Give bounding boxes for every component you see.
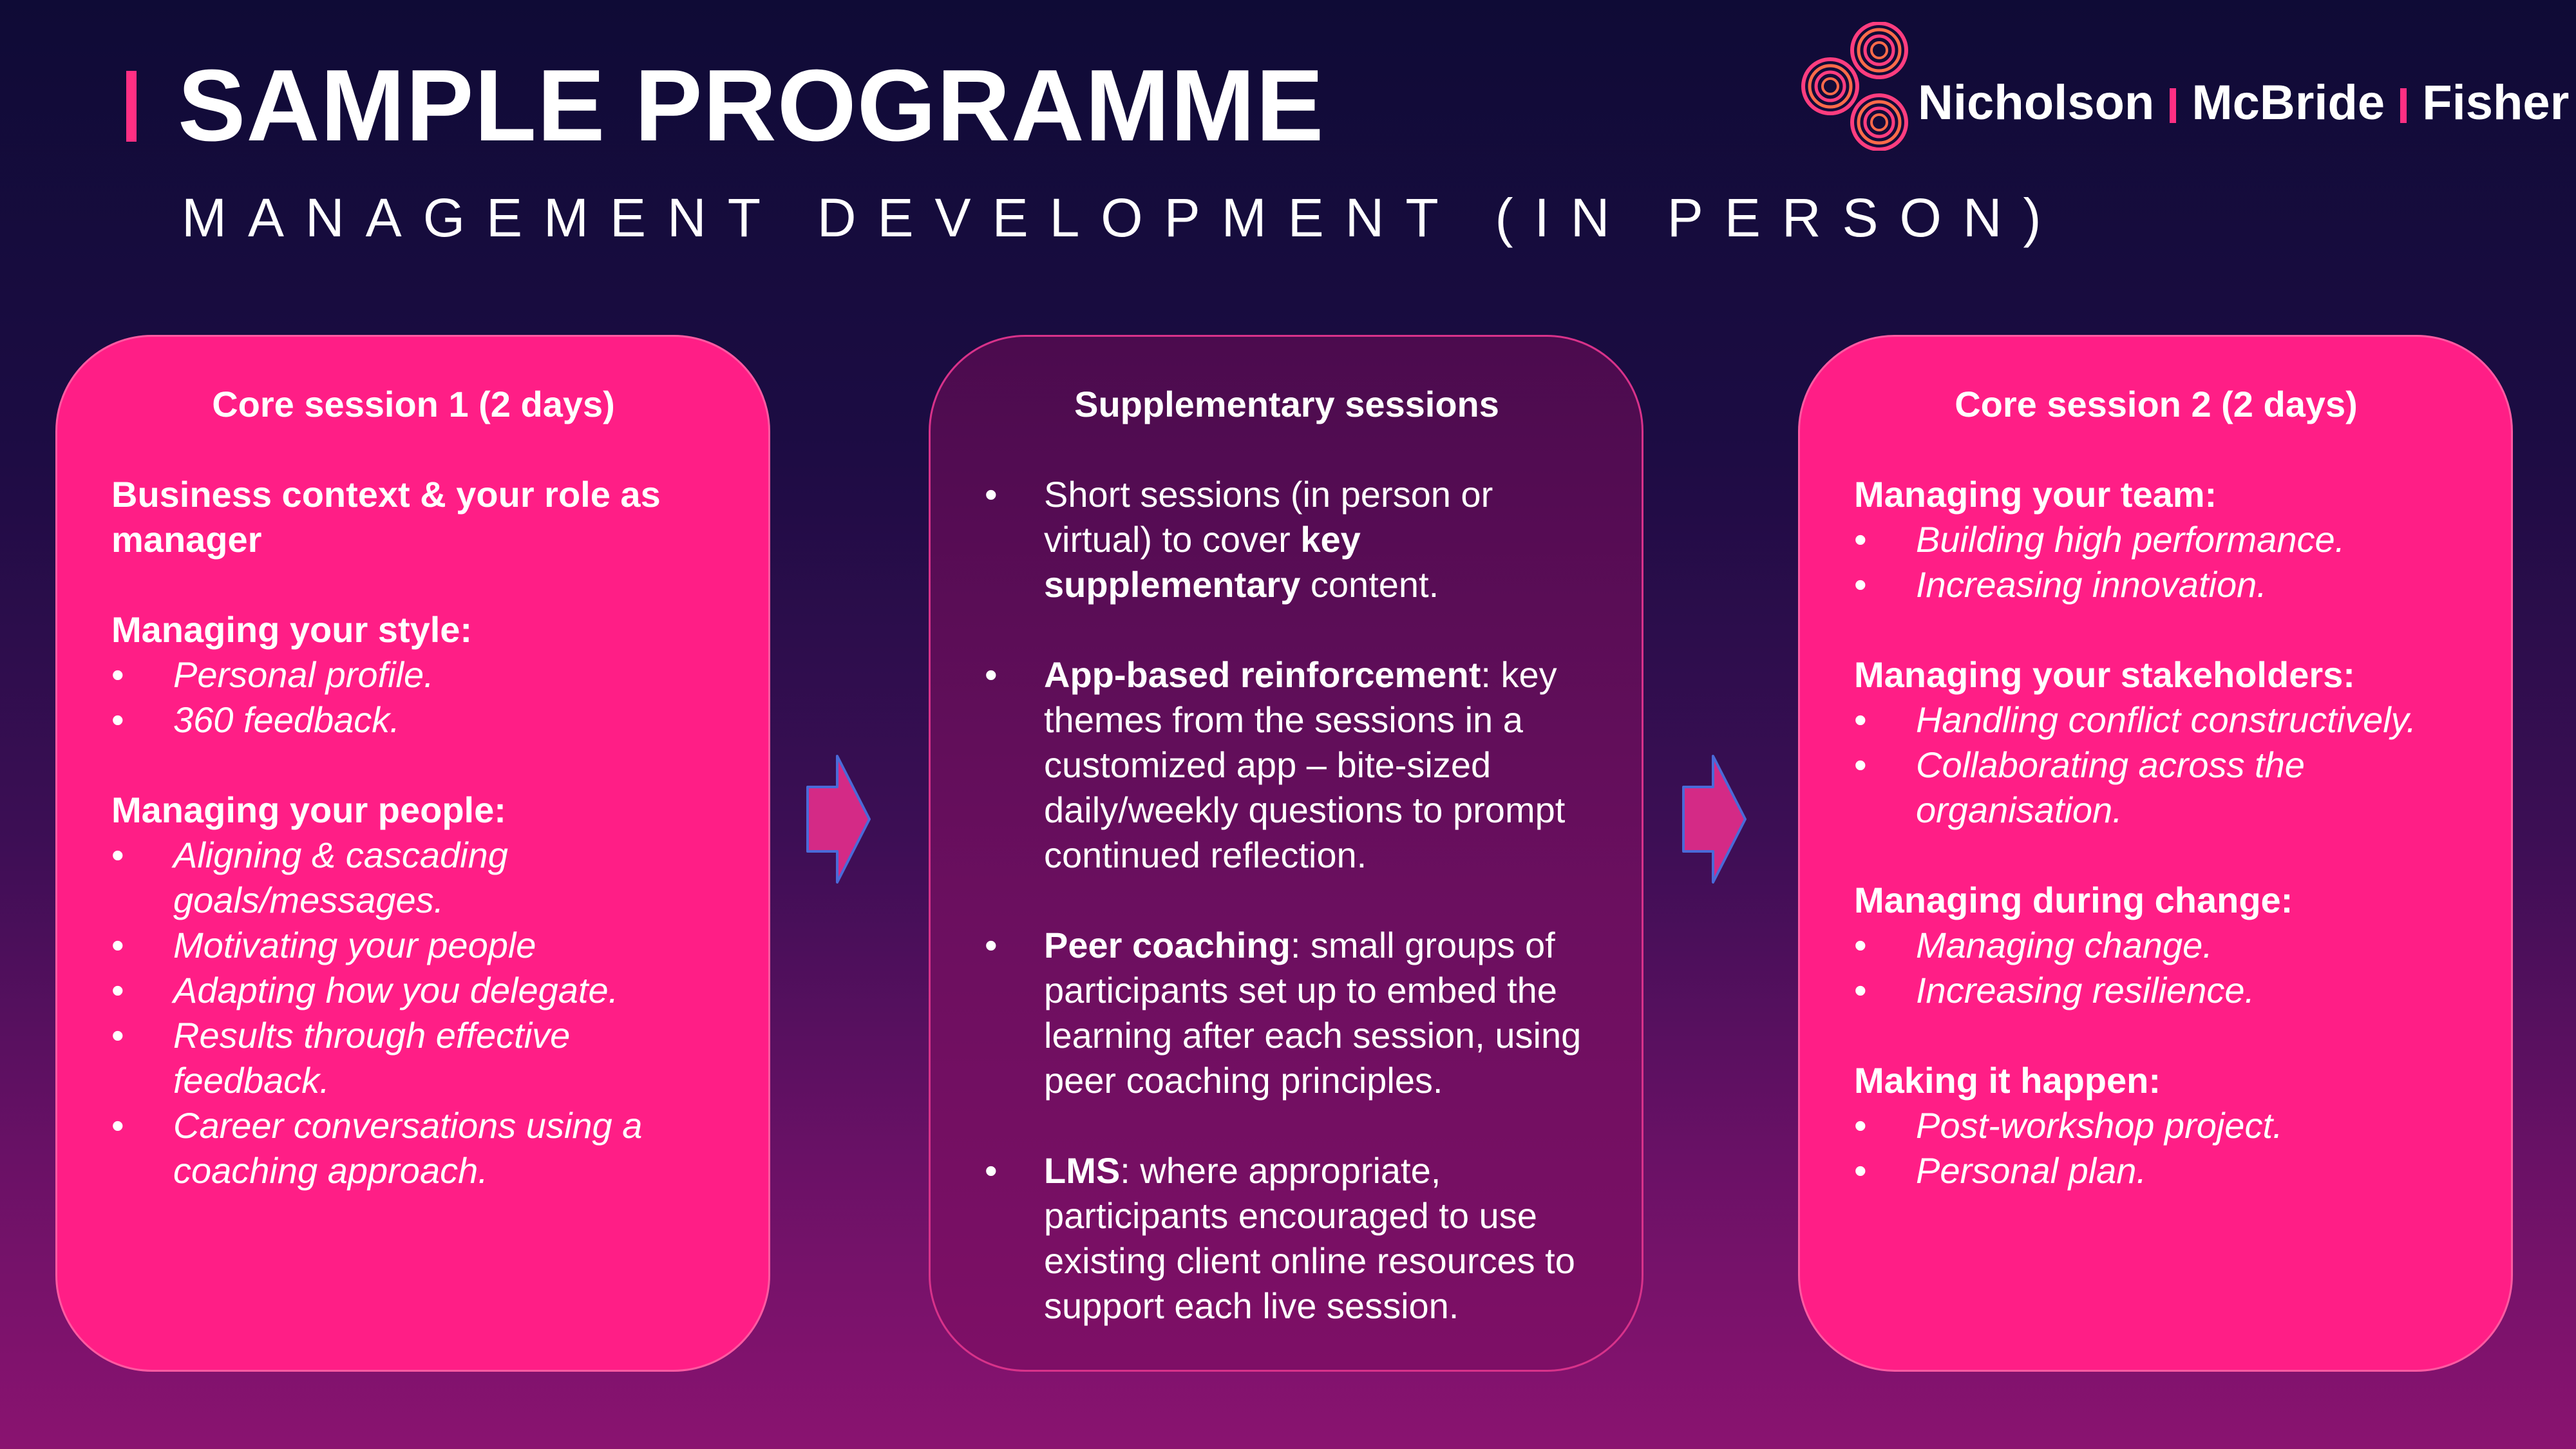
page-subtitle: MANAGEMENT DEVELOPMENT (IN PERSON) bbox=[182, 187, 2063, 248]
card-title: Core session 2 (2 days) bbox=[1955, 384, 2358, 424]
bullet-list bbox=[985, 472, 1589, 1329]
core-session-1-card bbox=[55, 335, 770, 1372]
section-heading: Managing your stakeholders: bbox=[1854, 654, 2355, 695]
list-item: • Aligning & cascading goals/messages. bbox=[111, 833, 715, 923]
arrow-right-icon bbox=[806, 755, 871, 884]
list-item: • Results through effective feedback. bbox=[111, 1013, 715, 1103]
logo-name-mcbride: McBride bbox=[2192, 75, 2385, 130]
section-heading: Making it happen: bbox=[1854, 1060, 2161, 1101]
card-section bbox=[111, 788, 715, 1193]
logo-divider bbox=[2170, 88, 2176, 123]
list-item: • LMS: where appropriate, participants encouraged to use existing client online resources to support each live session. bbox=[985, 1148, 1589, 1329]
list-item: • Handling conflict constructively. bbox=[1854, 697, 2458, 743]
bullet-list bbox=[1854, 923, 2458, 1013]
bullet-list bbox=[1854, 1103, 2458, 1193]
list-item: • Adapting how you delegate. bbox=[111, 968, 715, 1013]
core-session-2-card bbox=[1798, 335, 2513, 1372]
list-item: • Managing change. bbox=[1854, 923, 2458, 968]
logo-name-nicholson: Nicholson bbox=[1918, 75, 2155, 130]
card-section bbox=[111, 607, 715, 743]
bullet-list bbox=[1854, 697, 2458, 833]
list-item: • Post-workshop project. bbox=[1854, 1103, 2458, 1148]
card-section bbox=[111, 472, 715, 562]
bullet-list bbox=[111, 652, 715, 743]
list-item: • Personal plan. bbox=[1854, 1148, 2458, 1193]
logo-wordmark bbox=[1918, 75, 2569, 131]
list-item: • Peer coaching: small groups of participants set up to embed the learning after each session, using peer coaching principles. bbox=[985, 923, 1589, 1103]
title-accent-bar bbox=[126, 71, 137, 142]
section-heading: Business context & your role as manager bbox=[111, 474, 661, 560]
card-section bbox=[1854, 652, 2458, 833]
list-item: • App-based reinforcement: key themes from the sessions in a customized app – bite-sized daily/weekly questions to prompt continued reflection. bbox=[985, 652, 1589, 878]
bullet-list bbox=[1854, 517, 2458, 607]
list-item: • 360 feedback. bbox=[111, 697, 715, 743]
company-logo bbox=[1797, 22, 2570, 151]
section-heading: Managing during change: bbox=[1854, 880, 2293, 920]
card-title: Supplementary sessions bbox=[1074, 384, 1499, 424]
list-item: • Building high performance. bbox=[1854, 517, 2458, 562]
list-item: • Increasing resilience. bbox=[1854, 968, 2458, 1013]
supplementary-sessions-card bbox=[929, 335, 1643, 1372]
list-item: • Collaborating across the organisation. bbox=[1854, 743, 2458, 833]
card-title: Core session 1 (2 days) bbox=[212, 384, 615, 424]
section-heading: Managing your style: bbox=[111, 609, 473, 650]
bullet-list bbox=[111, 833, 715, 1193]
card-section bbox=[1854, 1058, 2458, 1193]
list-item: • Motivating your people bbox=[111, 923, 715, 968]
logo-name-fisher: Fisher bbox=[2422, 75, 2570, 130]
concentric-circles-logo-icon bbox=[1797, 22, 1926, 151]
section-heading: Managing your team: bbox=[1854, 474, 2217, 515]
list-item: • Personal profile. bbox=[111, 652, 715, 697]
list-item: • Increasing innovation. bbox=[1854, 562, 2458, 607]
logo-divider bbox=[2400, 88, 2407, 123]
card-section bbox=[1854, 878, 2458, 1013]
card-section bbox=[1854, 472, 2458, 607]
section-heading: Managing your people: bbox=[111, 790, 506, 830]
list-item: • Career conversations using a coaching approach. bbox=[111, 1103, 715, 1193]
list-item: • Short sessions (in person or virtual) to cover key supplementary content. bbox=[985, 472, 1589, 607]
arrow-right-icon bbox=[1682, 755, 1747, 884]
page-title: SAMPLE PROGRAMME bbox=[178, 49, 1325, 162]
